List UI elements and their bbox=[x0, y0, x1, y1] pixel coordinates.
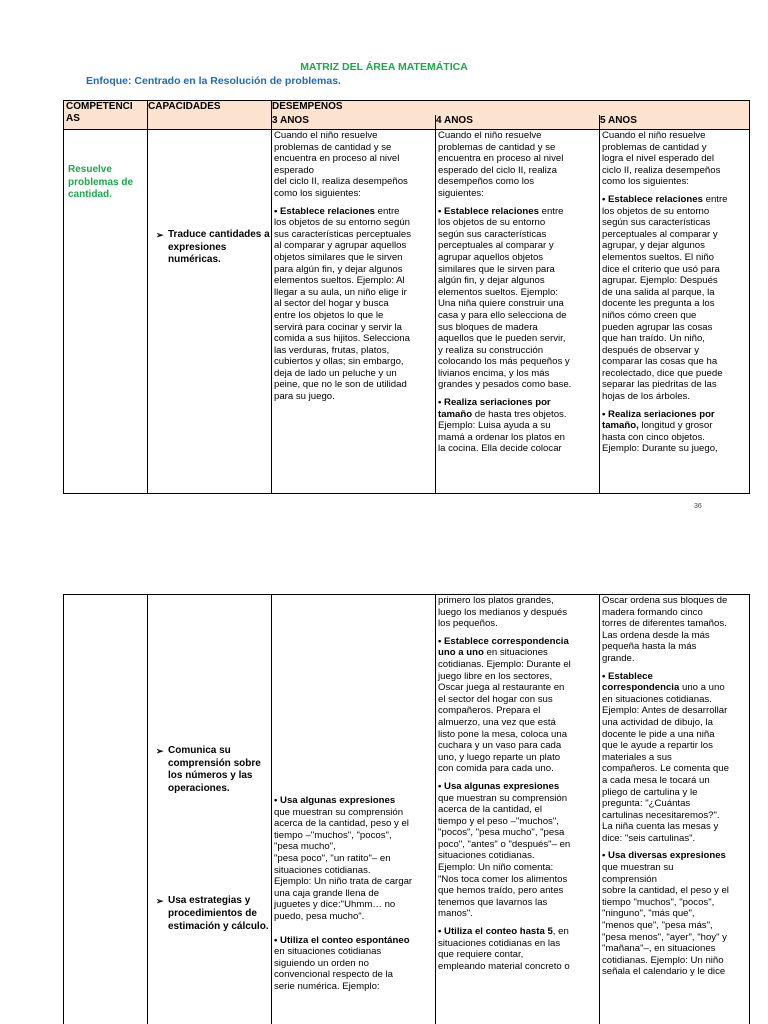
desempeno-cell-5: Cuando el niño resuelve problemas de cantidad y logra el nivel esperado del ciclo II, realiza desempeños como los siguientes: • Establece relaciones entre los objetos de su entorno según sus características perceptuales al comparar y agrupar, y dejar algunos elementos sueltos. El niño dice el criterio que usó para agrupar. Ejemplo: Después de una salida al parque, la docente les pregunta a los niños cómo creen que pueden agrupar las cosas que han traído. Un niño, después de observar y comparar las cosas que ha recolectado, dice que puede separar las piedritas de las hojas de los árboles. • Realiza seriaciones por tamaño, longitud y grosor hasta con cinco objetos. Ejemplo: Durante su juego, bbox=[600, 130, 750, 494]
bullet-title: • Utiliza el conteo hasta 5 bbox=[438, 926, 553, 938]
bullet-title: • Establece relaciones bbox=[602, 193, 703, 205]
bullet-title: • Usa algunas expresiones bbox=[274, 795, 396, 806]
capacidad-text: Traduce cantidades a expresiones numéricas. bbox=[168, 229, 270, 266]
capacidad-item bbox=[156, 895, 271, 933]
capacidad-text: Usa estrategias y procedimientos de estimación y cálculo. bbox=[168, 895, 269, 932]
matrix-table-page-2 bbox=[63, 594, 750, 1024]
bullet-title: • Usa diversas expresiones bbox=[602, 850, 726, 862]
bullet-title: • Realiza seriaciones por bbox=[602, 408, 715, 420]
desempeno-cell-5-continued: Oscar ordena sus bloques de madera formando cinco torres de diferentes tamaños. Las ordena desde la más pequeña hasta la más grande. • Establece correspondencia uno a uno en situaciones cotidianas. Ejemplo: Antes de desarrollar una actividad de dibujo, la docente le pide a una niña que le ayude a repartir los materiales a sus compañeros. Le comenta que a cada mesa le tocará un pliego de cartulina y le pregunta: "¿Cuántas cartulinas necesitaremos?". La niña cuenta las mesas y dice: "seis cartulinas". • Usa diversas expresiones que muestran su comprensión sobre la cantidad, el peso y el tiempo "muchos", "pocos", "ninguno", "más que", "menos que", "pesa más", "pesa menos", "ayer", "hoy" y "mañana"–, en situaciones cotidianas. Ejemplo: Un niño señala el calendario y le dice bbox=[600, 595, 750, 1024]
arrow-bullet-icon: ➢ bbox=[156, 896, 164, 907]
competencia-text: Resuelve problemas de cantidad. bbox=[68, 164, 134, 201]
bullet-title: • Utiliza el conteo espontáneo bbox=[274, 934, 410, 946]
desempeno-cell-3-continued: • Usa algunas expresiones que muestran su comprensión acerca de la cantidad, peso y el tiempo –"muchos", "pocos", "pesa mucho", "pesa poco", "un ratito"– en situaciones cotidianas. Ejemplo: Un niño trata de cargar una caja grande llena de juguetes y dice:"Uhmm… no puedo, pesa mucho". • Utiliza el conteo espontáneo en situaciones cotidianas siguiendo un orden no convencional respecto de la serie numérica. Ejemplo: bbox=[272, 595, 436, 1024]
desempeno-cell-4: Cuando el niño resuelve problemas de cantidad y se encuentra en proceso al nivel esperado del ciclo II, realiza desempeños como los siguientes: • Establece relaciones entre los objetos de su entorno según sus características perceptuales al comparar y agrupar aquellos objetos similares que le sirven para algún fin, y dejar algunos elementos sueltos. Ejemplo: Una niña quiere construir una casa y para ello selecciona de sus bloques de madera aquellos que le pueden servir, y realiza su construcción colocando los más pequeños y livianos encima, y los más grandes y pesados como base. • Realiza seriaciones por tamaño de hasta tres objetos. Ejemplo: Luisa ayuda a su mamá a ordenar los platos en la cocina. Ella decide colocar bbox=[436, 130, 600, 494]
body-row-page-2 bbox=[64, 595, 750, 1024]
capacidades-cell-continued bbox=[148, 595, 272, 1024]
bullet-title: • Establece relaciones bbox=[274, 205, 375, 217]
competencia-cell bbox=[64, 130, 148, 494]
bullet-title: • Usa algunas expresiones bbox=[438, 780, 560, 792]
document-title: MATRIZ DEL ÁREA MATEMÁTICA bbox=[300, 61, 468, 73]
header-competencias: COMPETENCI AS bbox=[64, 101, 148, 130]
page-number: 36 bbox=[694, 503, 702, 510]
matrix-table-page-1 bbox=[63, 100, 750, 494]
capacidades-cell bbox=[148, 130, 272, 494]
bullet-title: • Establece correspondencia bbox=[438, 635, 569, 647]
capacidad-item bbox=[156, 745, 271, 795]
bullet-title: • Realiza seriaciones por bbox=[438, 397, 551, 409]
header-capacidades: CAPACIDADES bbox=[148, 101, 272, 130]
desempeno-cell-3: Cuando el niño resuelve problemas de cantidad y se encuentra en proceso al nivel esperado del ciclo II, realiza desempeños como los siguientes: • Establece relaciones entre los objetos de su entorno según sus características perceptuales al comparar y agrupar aquellos objetos similares que le sirven para algún fin, y dejar algunos elementos sueltos. Ejemplo: Al llegar a su aula, un niño elige ir al sector del hogar y busca entre los objetos lo que le servirá para cocinar y servir la comida a sus hijitos. Selecciona las verduras, frutas, platos, cubiertos y ollas; sin embargo, deja de lado un peluche y un peine, que no le son de utilidad para su juego. bbox=[272, 130, 436, 494]
body-row-page-1 bbox=[64, 130, 750, 494]
bullet-title: • Establece bbox=[602, 670, 653, 682]
header-age-3: 3 ANOS bbox=[272, 115, 436, 130]
arrow-bullet-icon: ➢ bbox=[156, 230, 164, 240]
capacidad-text: Comunica su comprensión sobre los números y las operaciones. bbox=[168, 745, 261, 794]
bullet-title: • Establece relaciones bbox=[438, 205, 539, 217]
desempeno-cell-4-continued: primero los platos grandes, luego los medianos y después los pequeños. • Establece correspondencia uno a uno en situaciones cotidianas. Ejemplo: Durante el juego libre en los sectores, Oscar juega al restaurante en el sector del hogar con sus compañeros. Prepara el almuerzo, una vez que está listo pone la mesa, coloca una cuchara y un vaso para cada uno, y luego reparte un plato con comida para cada uno. • Usa algunas expresiones que muestran su comprensión acerca de la cantidad, el tiempo y el peso –"muchos", "pocos", "pesa mucho", "pesa poco", "antes" o "después"– en situaciones cotidianas. Ejemplo: Un niño comenta: "Nos toca comer los alimentos que hemos traído, pero antes tenemos que lavarnos las manos". • Utiliza el conteo hasta 5, en situaciones cotidianas en las que requiere contar, empleando material concreto o bbox=[436, 595, 600, 1024]
header-age-4: 4 ANOS bbox=[436, 115, 600, 130]
capacidad-item bbox=[156, 229, 271, 267]
header-desempenos: DESEMPENOS bbox=[272, 101, 750, 115]
header-age-5: 5 ANOS bbox=[600, 115, 750, 130]
document-subtitle: Enfoque: Centrado en la Resolución de problemas. bbox=[86, 75, 341, 87]
competencia-cell-continued bbox=[64, 595, 148, 1024]
arrow-bullet-icon: ➢ bbox=[156, 746, 164, 756]
header-row-top bbox=[64, 101, 750, 115]
